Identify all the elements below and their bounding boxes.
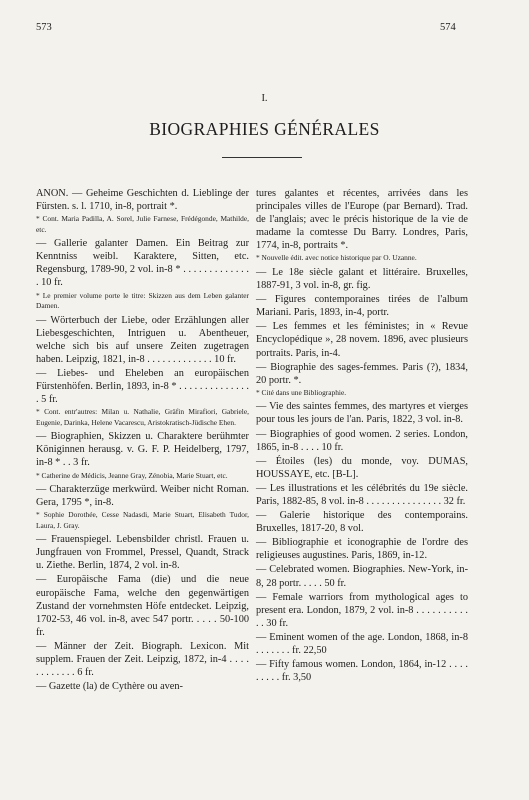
bibliography-entry: tures galantes et récentes, arrivées dans les principales villes de l'Europe (par Bernard). Trad. de l'anglais; avec le précis historique de la vie de madame la comtesse Du Barry. Londres, Paris, 1774, in-8, portraits *. [256, 188, 468, 252]
bibliography-entry: — Celebrated women. Biographies. New-York, in-8, 28 portr. . . . . 50 fr. [256, 564, 468, 589]
bibliography-entry: — Le 18e siècle galant et littéraire. Bruxelles, 1887-91, 3 vol. in-8, gr. fig. [256, 266, 468, 292]
bibliography-note: * Sophie Dorothée, Cesse Nadasdi, Marie Stuart, Elisabeth Tudor, Laura, J. Gray. [36, 510, 249, 530]
page-number-right: 574 [440, 22, 456, 33]
bibliography-entry: — Biographie des sages-femmes. Paris (?), 1834, 20 portr. *. [256, 361, 468, 386]
bibliography-entry: — Gazette (la) de Cythère ou aven- [36, 681, 183, 693]
bibliography-entry: — Les illustrations et les célébrités du 19e siècle. Paris, 1882-85, 8 vol. in-8 . . . . . . . . . . . . . . . 32 fr. [256, 482, 468, 507]
left-column [36, 187, 249, 694]
bibliography-entry: — Vie des saintes femmes, des martyres et vierges pour tous les jours de l'an. Paris, 1822, 3 vol. in-8. [256, 401, 468, 426]
bibliography-entry: — Étoiles (les) du monde, voy. DUMAS, HOUSSAYE, etc. [B-L]. [256, 455, 468, 480]
bibliography-entry: — Europäische Fama (die) und die neue europäische Fama, welche den gegenwärtigen Zustand der vornehmsten Höfe entdecket. Leipzig, 1702-53, 46 vol. in-8, avec 547 portr. . . . . 50-100 fr. [36, 574, 249, 638]
bibliography-entry: — Galerie historique des contemporains. Bruxelles, 1817-20, 8 vol. [256, 510, 468, 535]
bibliography-entry: — Fifty famous women. London, 1864, in-12 . . . . . . . . . fr. 3,50 [256, 659, 468, 684]
bibliography-entry: — Liebes- und Eheleben an europäischen Fürstenhöfen. Berlin, 1893, in-8 * . . . . . . . . . . . . . . . 5 fr. [36, 367, 249, 406]
bibliography-entry: — Wörterbuch der Liebe, oder Erzählungen aller Liebesgeschichten, Intriguen u. Abentheuer, welche sich bis auf unsere Zeiten zugetragen haben. Leipzig, 1821, in-8 . . . . . . . . . . . . . 10 fr. [36, 314, 249, 365]
bibliography-entry: — Frauenspiegel. Lebensbilder christl. Frauen u. Jungfrauen von Frommel, Pressel, Quandt, Strack u. Ziethe. Berlin, 1874, 2 vol. in-8. [36, 534, 249, 572]
section-number: I. [261, 93, 268, 104]
bibliography-note: * Cont. Maria Padilla, A. Sorel, Julie Farnese, Frédégonde, Mathilde, etc. [36, 214, 249, 234]
bibliography-note: * Le premier volume porte le titre: Skizzen aus dem Leben galanter Damen. [36, 290, 249, 311]
page-number-left: 573 [36, 22, 52, 33]
bibliography-entry: — Bibliographie et iconographie de l'ordre des religieuses augustines. Paris, 1869, in-12. [256, 537, 468, 562]
bibliography-note: * Cont. entr'autres: Milan u. Nathalie, Gräfin Mirafiori, Gabriele, Eugenie, Darinka, Helene Vacarescu, Aristokratisch-Jüdische Ehen. [36, 407, 249, 427]
right-column [256, 187, 468, 685]
bibliography-entry: ANON. — Geheime Geschichten d. Lieblinge der Fürsten. s. l. 1710, in-8, portrait *. [36, 188, 249, 213]
bibliography-entry: — Eminent women of the age. London, 1868, in-8 . . . . . . . fr. 22,50 [256, 631, 468, 656]
bibliography-note: * Cité dans une Bibliographie. [256, 387, 347, 397]
section-title: BIOGRAPHIES GÉNÉRALES [149, 119, 380, 139]
bibliography-entry: — Figures contemporaines tirées de l'album Mariani. Paris, 1893, in-4, portr. [256, 294, 468, 319]
title-divider [222, 157, 302, 158]
bibliography-entry: — Les femmes et les féministes; in « Revue Encyclopédique », 28 novem. 1896, avec plusieurs portraits. Paris, in-4. [256, 321, 468, 359]
bibliography-entry: — Männer der Zeit. Biograph. Lexicon. Mit supplem. Frauen der Zeit. Leipzig, 1872, in-4 . . . . . . . . . . . . 6 fr. [36, 640, 249, 679]
bibliography-note: * Catherine de Médicis, Jeanne Gray, Zénobia, Marie Stuart, etc. [36, 470, 228, 480]
bibliography-entry: — Biographies of good women. 2 series. London, 1865, in-8 . . . . 10 fr. [256, 428, 468, 453]
bibliography-entry: — Biographien, Skizzen u. Charaktere berühmter Königinnen herausg. v. G. F. P. Heidelberg, 1797, in-8 * . . 3 fr. [36, 431, 249, 469]
bibliography-note: * Nouvelle édit. avec notice historique par O. Uzanne. [256, 253, 417, 263]
bibliography-entry: — Female warriors from mythological ages to present era. London, 1879, 2 vol. in-8 . . . . . . . . . . . . 30 fr. [256, 591, 468, 629]
bibliography-entry: — Charakterzüge merkwürd. Weiber nicht Roman. Gera, 1795 *, in-8. [36, 484, 249, 509]
bibliography-entry: — Gallerie galanter Damen. Ein Beitrag zur Kenntniss weibl. Karaktere, Sitten, etc. Regensburg, 1789-90, 2 vol. in-8 * . . . . . . . . . . . . . . 10 fr. [36, 238, 249, 289]
